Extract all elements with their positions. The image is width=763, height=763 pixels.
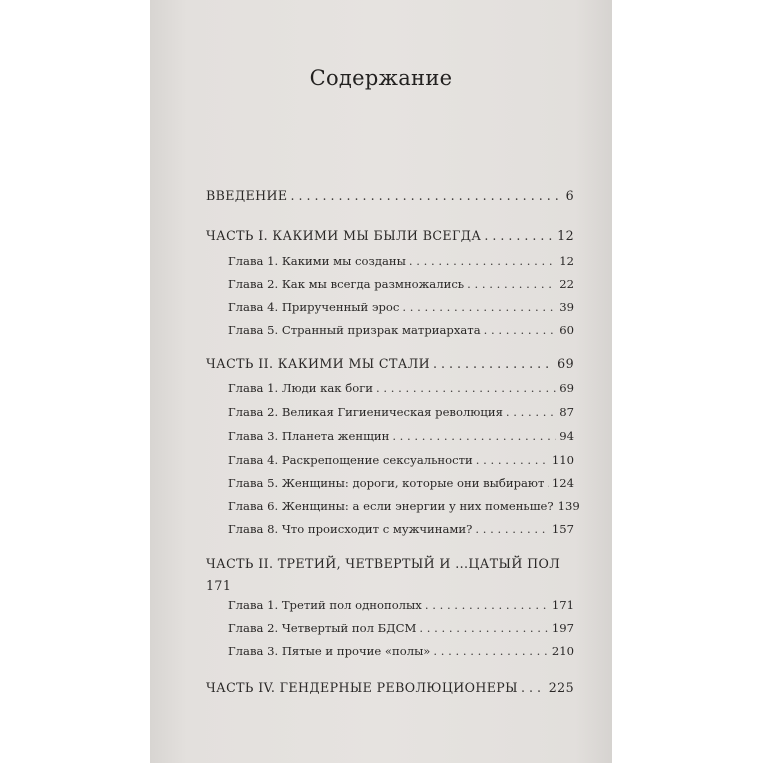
- toc-entry-chapter: [228, 277, 574, 297]
- toc-entry-page: 60: [559, 323, 574, 337]
- dot-leader: [506, 405, 556, 419]
- dot-leader: [521, 680, 546, 695]
- dot-leader: [476, 453, 549, 467]
- toc-entry-part-1: [206, 228, 574, 248]
- toc-entry-page: 22: [559, 277, 574, 291]
- dot-leader: [433, 356, 554, 371]
- toc-entry-page: 39: [559, 300, 574, 314]
- toc-entry-label: Глава 4. Раскрепощение сексуальности: [228, 453, 473, 467]
- toc-entry-page: 69: [557, 356, 574, 371]
- dot-leader: [425, 598, 549, 612]
- toc-entry-label: Глава 1. Какими мы созданы: [228, 254, 406, 268]
- toc-entry-page: 12: [557, 228, 574, 243]
- toc-entry-label: ВВЕДЕНИЕ: [206, 188, 288, 203]
- toc-entry-part-4: [206, 680, 574, 700]
- dot-leader: [484, 228, 554, 243]
- toc-entry-page: 157: [551, 522, 574, 536]
- page-title: Содержание: [309, 66, 453, 90]
- toc-entry-page: 171: [206, 578, 232, 593]
- toc-entry-chapter: [228, 405, 574, 425]
- toc-entry-label: Глава 6. Женщины: а если энергии у них поменьше?: [228, 499, 554, 513]
- toc-entry-label: Глава 5. Странный призрак матриархата: [228, 323, 481, 337]
- toc-entry-label: Глава 2. Великая Гигиеническая революция: [228, 405, 503, 419]
- toc-entry-page: 139: [557, 499, 580, 513]
- dot-leader: [291, 188, 563, 203]
- dot-leader: [467, 277, 556, 291]
- toc-entry-page: 210: [551, 644, 574, 658]
- book-page: [150, 0, 612, 763]
- toc-entry-page: 225: [548, 680, 574, 695]
- dot-leader: [402, 300, 556, 314]
- toc-entry-label: ЧАСТЬ IV. ГЕНДЕРНЫЕ РЕВОЛЮЦИОНЕРЫ: [206, 680, 518, 695]
- toc-entry-chapter: [228, 598, 574, 618]
- toc-entry-label: ЧАСТЬ II. ТРЕТИЙ, ЧЕТВЕРТЫЙ И ...ЦАТЫЙ ПОЛ: [206, 556, 561, 571]
- toc-entry-label: Глава 3. Планета женщин: [228, 429, 390, 443]
- toc-entry-label: Глава 1. Третий пол однополых: [228, 598, 422, 612]
- dot-leader: [419, 621, 548, 635]
- toc-entry-label: Глава 2. Как мы всегда размножались: [228, 277, 465, 291]
- toc-entry-page: 69: [559, 381, 574, 395]
- dot-leader: [409, 254, 556, 268]
- dot-leader: [484, 323, 557, 337]
- toc-entry-chapter: [228, 499, 580, 519]
- toc-entry-page: 171: [551, 598, 574, 612]
- toc-entry-chapter: [228, 254, 574, 274]
- dot-leader: [392, 429, 556, 443]
- toc-entry-part-2: [206, 356, 574, 376]
- toc-entry-chapter: [228, 476, 574, 496]
- toc-entry-chapter: [228, 644, 574, 664]
- toc-entry-page: 124: [551, 476, 574, 490]
- toc-entry-chapter: [228, 621, 574, 641]
- toc-entry-label: ЧАСТЬ II. КАКИМИ МЫ СТАЛИ: [206, 356, 431, 371]
- toc-entry-label: Глава 3. Пятые и прочие «полы»: [228, 644, 431, 658]
- toc-entry-label: Глава 4. Прирученный эрос: [228, 300, 400, 314]
- toc-entry-label: Глава 8. Что происходит с мужчинами?: [228, 522, 473, 536]
- toc-entry-page: 87: [559, 405, 574, 419]
- toc-entry-label: Глава 5. Женщины: дороги, которые они выбирают: [228, 476, 545, 490]
- dot-leader: [547, 476, 548, 490]
- toc-entry-page: 110: [551, 453, 574, 467]
- toc-entry-page: 197: [551, 621, 574, 635]
- toc-entry-chapter: [228, 429, 574, 449]
- toc-entry-label: ЧАСТЬ I. КАКИМИ МЫ БЫЛИ ВСЕГДА: [206, 228, 482, 243]
- toc-entry-page: 6: [565, 188, 574, 203]
- toc-entry-introduction: [206, 188, 574, 208]
- dot-leader: [376, 381, 556, 395]
- toc-entry-chapter: [228, 453, 574, 473]
- toc-entry-page: 94: [559, 429, 574, 443]
- toc-entry-chapter: [228, 300, 574, 320]
- toc-entry-label: Глава 1. Люди как боги: [228, 381, 373, 395]
- dot-leader: [475, 522, 548, 536]
- dot-leader: [433, 644, 548, 658]
- toc-entry-chapter: [228, 323, 574, 343]
- toc-entry-chapter: [228, 381, 574, 401]
- toc-entry-label: Глава 2. Четвертый пол БДСМ: [228, 621, 417, 635]
- toc-entry-part-3: [206, 556, 574, 576]
- toc-entry-page: 12: [559, 254, 574, 268]
- toc-entry-chapter: [228, 522, 574, 542]
